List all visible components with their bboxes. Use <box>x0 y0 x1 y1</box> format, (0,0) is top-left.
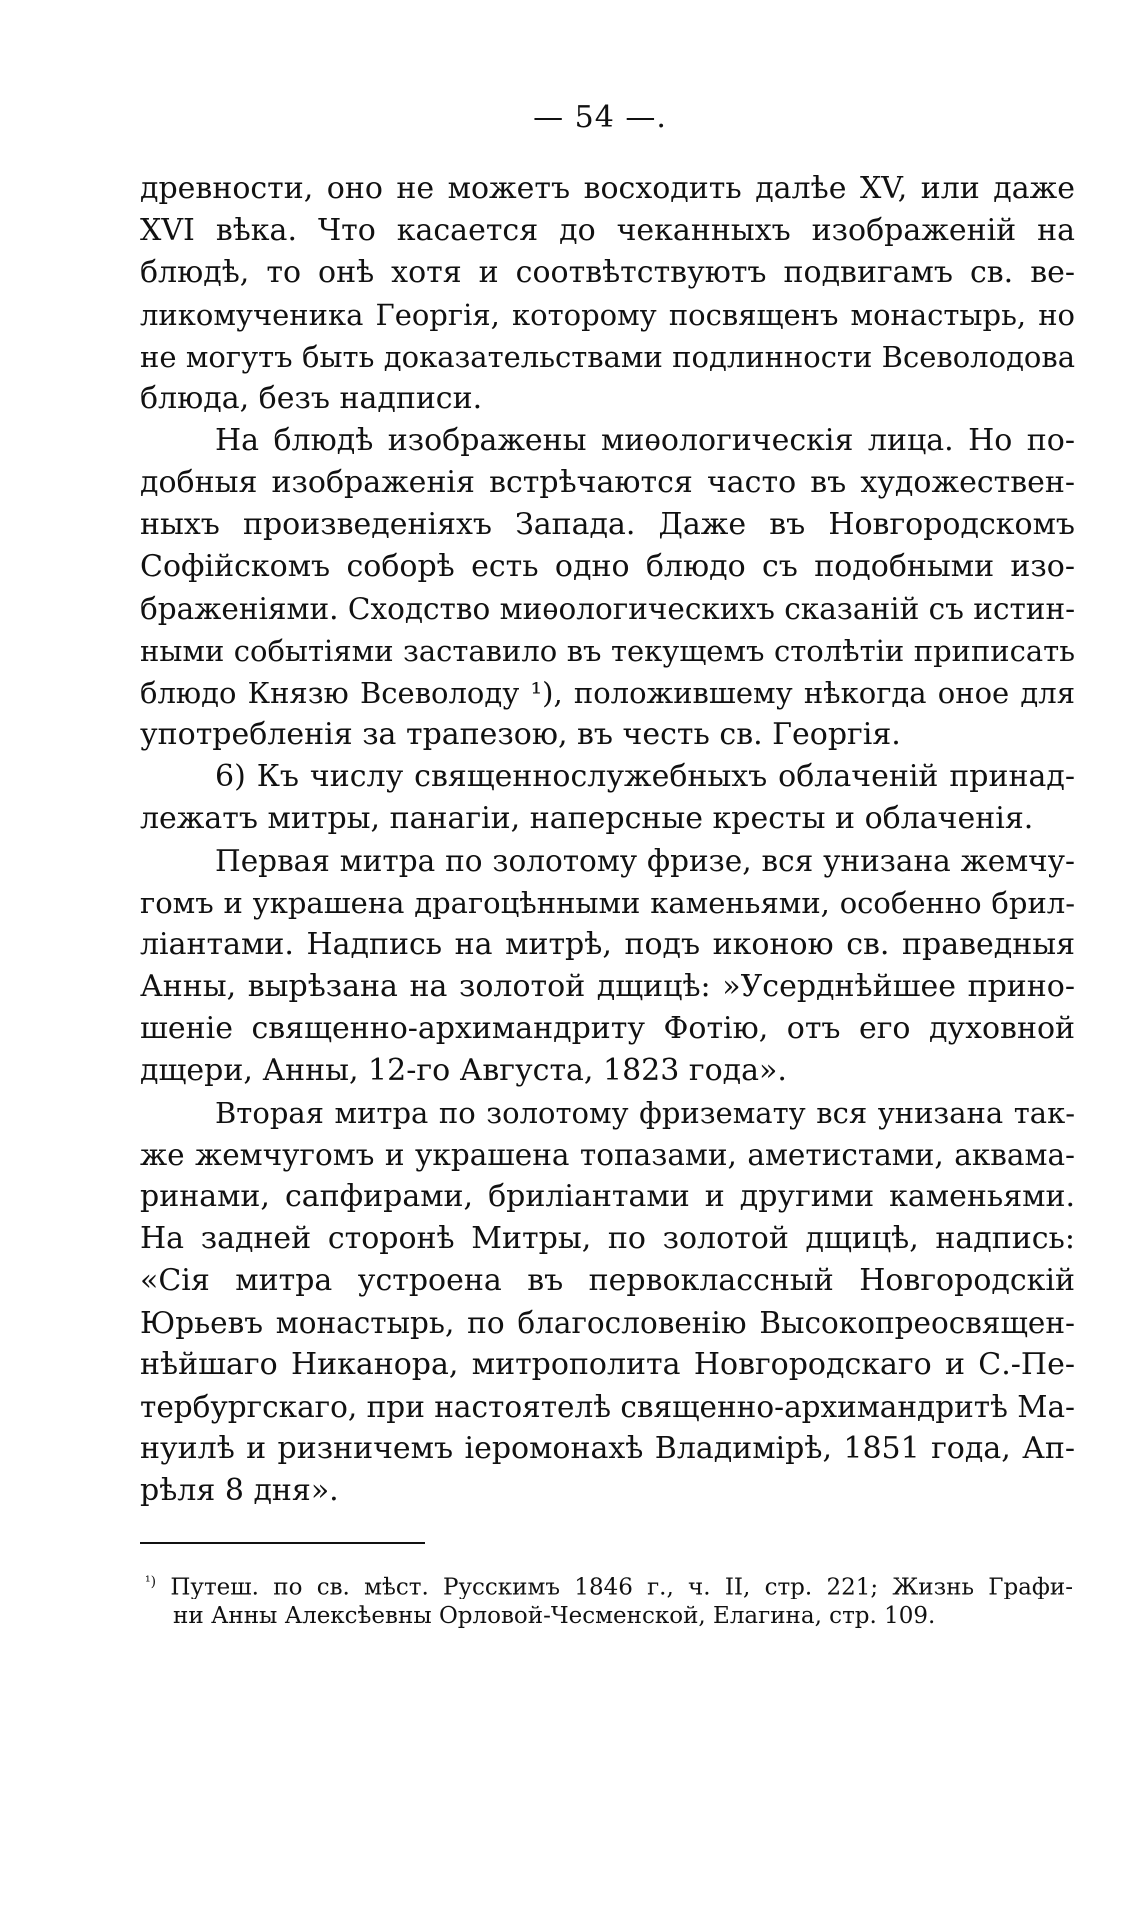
text-line: же жемчугомъ и украшена топазами, аметистами, аквама- <box>140 1138 1075 1172</box>
text-line: добныя изображенія встрѣчаются часто въ художествен- <box>140 465 1075 500</box>
text-line: лежатъ митры, панагіи, наперсные кресты и облаченія. <box>140 801 1034 836</box>
text-line: блюдо Князю Всеволоду ¹), положившему нѣкогда оное для <box>140 676 1075 710</box>
text-line: древности, оно не можетъ восходить далѣе XV, или даже <box>140 171 1075 206</box>
text-line: блюда, безъ надписи. <box>140 381 483 416</box>
text-line: ликомученика Георгія, которому посвященъ монастырь, но <box>140 298 1075 332</box>
text-line: ринами, сапфирами, бриліантами и другими каменьями. <box>140 1179 1075 1214</box>
text-line: На блюдѣ изображены миѳологическія лица. Но по- <box>215 423 1075 458</box>
footnote-line: ни Анны Алексѣевны Орловой-Чесменской, Елагина, стр. 109. <box>173 1603 936 1629</box>
text-line: Юрьевъ монастырь, по благословенію Высокопреосвящен- <box>140 1306 1075 1340</box>
footnote-text: Путеш. по св. мѣст. Русскимъ 1846 г., ч. II, стр. 221; Жизнь Графи- <box>170 1574 1073 1599</box>
text-line: употребленія за трапезою, въ честь св. Георгія. <box>140 717 901 752</box>
text-line: На задней сторонѣ Митры, по золотой дщицѣ, надпись: <box>140 1221 1075 1256</box>
body-text <box>140 168 1075 1512</box>
text-line: Первая митра по золотому фризе, вся унизана жемчу- <box>215 844 1075 878</box>
footnote-marker: ¹) <box>145 1574 157 1590</box>
text-line: ныхъ произведеніяхъ Запада. Даже въ Новгородскомъ <box>140 507 1075 542</box>
text-line: не могутъ быть доказательствами подлинности Всеволодова <box>140 340 1075 374</box>
text-line: блюдѣ, то онѣ хотя и соотвѣтствуютъ подвигамъ св. ве- <box>140 255 1075 290</box>
text-line: XVI вѣка. Что касается до чеканныхъ изображеній на <box>140 213 1075 248</box>
text-line: 6) Къ числу священнослужебныхъ облаченій принад- <box>215 759 1075 794</box>
footnote-divider <box>140 1542 425 1544</box>
text-line: Анны, вырѣзана на золотой дщицѣ: »Усерднѣйшее прино- <box>140 969 1075 1004</box>
text-line: дщери, Анны, 12-го Августа, 1823 года». <box>140 1053 787 1088</box>
page-number: — 54 —. <box>533 100 667 135</box>
text-line: «Сія митра устроена въ первоклассный Новгородскій <box>140 1263 1075 1298</box>
footnotes <box>145 1565 1073 1633</box>
text-line: нѣйшаго Никанора, митрополита Новгородскаго и С.-Пе- <box>140 1347 1075 1382</box>
text-line: гомъ и украшена драгоцѣнными каменьями, особенно брил- <box>140 886 1075 920</box>
text-line: Вторая митра по золотому фриземату вся унизана так- <box>215 1096 1075 1130</box>
text-line: тербургскаго, при настоятелѣ священно-архимандритѣ Ма- <box>140 1390 1075 1424</box>
text-line: шеніе священно-архимандриту Фотію, отъ его духовной <box>140 1011 1075 1046</box>
footnote-line <box>145 1565 1073 1599</box>
text-line: ліантами. Надпись на митрѣ, подъ иконою св. праведныя <box>140 927 1075 962</box>
text-line: браженіями. Сходство миѳологическихъ сказаній съ истин- <box>140 592 1075 626</box>
text-line: Софійскомъ соборѣ есть одно блюдо съ подобными изо- <box>140 549 1075 584</box>
text-line: ными событіями заставило въ текущемъ столѣтіи приписать <box>140 634 1075 668</box>
text-line: рѣля 8 дня». <box>140 1473 339 1508</box>
text-line: нуилѣ и ризничемъ іеромонахѣ Владимірѣ, 1851 года, Ап- <box>140 1431 1075 1466</box>
